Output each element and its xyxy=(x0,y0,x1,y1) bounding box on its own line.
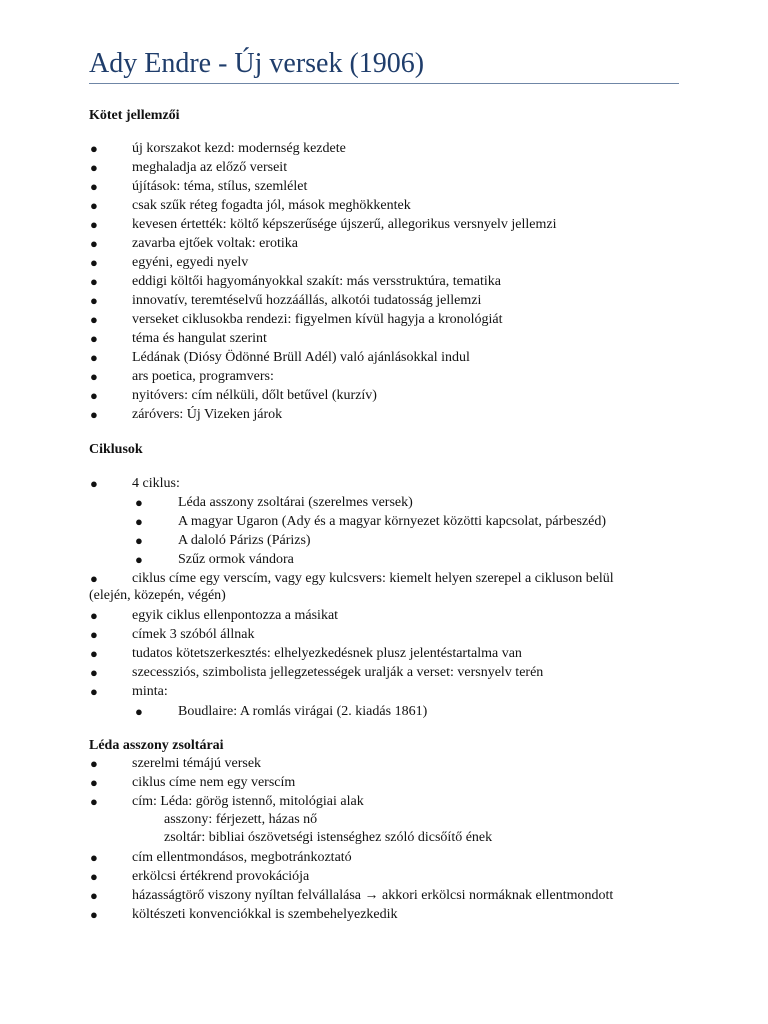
bullet-icon: ● xyxy=(90,274,98,289)
bullet-icon: ● xyxy=(90,627,98,642)
list-item: innovatív, teremtéselvű hozzáállás, alkotói tudatosság jellemzi xyxy=(132,293,482,308)
list-item: Lédának (Diósy Ödönné Brüll Adél) való ajánlásokkal indul xyxy=(132,350,470,365)
bullet-icon: ● xyxy=(90,907,98,922)
list-item: költészeti konvenciókkal is szembehelyezkedik xyxy=(132,907,398,922)
bullet-icon: ● xyxy=(135,533,143,548)
section-heading-ciklusok: Ciklusok xyxy=(89,442,143,457)
bullet-icon: ● xyxy=(90,794,98,809)
list-item: záróvers: Új Vizeken járok xyxy=(132,407,283,422)
list-item: ciklus címe nem egy verscím xyxy=(132,775,296,790)
sub-list-item: A magyar Ugaron (Ady és a magyar környezet közötti kapcsolat, párbeszéd) xyxy=(178,514,607,529)
sub-list-item: Boudlaire: A romlás virágai (2. kiadás 1861) xyxy=(178,704,428,719)
list-item: szerelmi témájú versek xyxy=(132,756,262,771)
bullet-icon: ● xyxy=(135,704,143,719)
bullet-icon: ● xyxy=(135,495,143,510)
section-heading-leda-asszony-zsoltarai: Léda asszony zsoltárai xyxy=(89,738,224,753)
bullet-icon: ● xyxy=(90,293,98,308)
list-item: címek 3 szóból állnak xyxy=(132,627,255,642)
list-item: téma és hangulat szerint xyxy=(132,331,267,346)
list-item: minta: xyxy=(132,684,168,699)
list-item: egyik ciklus ellenpontozza a másikat xyxy=(132,608,339,623)
bullet-icon: ● xyxy=(90,198,98,213)
list-item: meghaladja az előző verseit xyxy=(132,160,288,175)
bullet-icon: ● xyxy=(90,350,98,365)
sub-list-item: Léda asszony zsoltárai (szerelmes versek) xyxy=(178,495,413,510)
bullet-icon: ● xyxy=(90,217,98,232)
list-item: nyitóvers: cím nélküli, dőlt betűvel (kurzív) xyxy=(132,388,377,403)
list-item: eddigi költői hagyományokkal szakít: más versstruktúra, tematika xyxy=(132,274,501,289)
list-item: tudatos kötetszerkesztés: elhelyezkedésnek plusz jelentéstartalma van xyxy=(132,646,522,661)
bullet-icon: ● xyxy=(90,888,98,903)
bullet-icon: ● xyxy=(135,514,143,529)
sub-list-item: Szűz ormok vándora xyxy=(178,552,294,567)
bullet-icon: ● xyxy=(90,407,98,422)
list-item: ciklus címe egy verscím, vagy egy kulcsvers: kiemelt helyen szerepel a cikluson belül xyxy=(132,571,614,586)
bullet-icon: ● xyxy=(90,369,98,384)
sub-list-item: A daloló Párizs (Párizs) xyxy=(178,533,311,548)
section-heading-kotet-jellemzoi: Kötet jellemzői xyxy=(89,108,180,123)
list-item: 4 ciklus: xyxy=(132,476,180,491)
list-item: egyéni, egyedi nyelv xyxy=(132,255,249,270)
bullet-icon: ● xyxy=(90,869,98,884)
title-underline xyxy=(89,83,679,84)
list-item: új korszakot kezd: modernség kezdete xyxy=(132,141,346,156)
list-item: erkölcsi értékrend provokációja xyxy=(132,869,310,884)
list-item: házasságtörő viszony nyíltan felvállalása → akkori erkölcsi normáknak ellentmondott xyxy=(132,888,614,903)
bullet-icon: ● xyxy=(90,388,98,403)
bullet-icon: ● xyxy=(90,160,98,175)
list-item: szecessziós, szimbolista jellegzetességek uralják a verset: versnyelv terén xyxy=(132,665,544,680)
list-item: újítások: téma, stílus, szemlélet xyxy=(132,179,308,194)
indented-note: asszony: férjezett, házas nő xyxy=(164,812,318,827)
bullet-icon: ● xyxy=(135,552,143,567)
bullet-icon: ● xyxy=(90,756,98,771)
list-item: csak szűk réteg fogadta jól, mások meghökkentek xyxy=(132,198,411,213)
list-item: cím ellentmondásos, megbotránkoztató xyxy=(132,850,352,865)
bullet-icon: ● xyxy=(90,179,98,194)
list-item-continuation: (elején, közepén, végén) xyxy=(89,588,226,603)
bullet-icon: ● xyxy=(90,665,98,680)
bullet-icon: ● xyxy=(90,684,98,699)
list-item: verseket ciklusokba rendezi: figyelmen kívül hagyja a kronológiát xyxy=(132,312,503,327)
bullet-icon: ● xyxy=(90,608,98,623)
bullet-icon: ● xyxy=(90,476,98,491)
list-item: zavarba ejtőek voltak: erotika xyxy=(132,236,298,251)
bullet-icon: ● xyxy=(90,775,98,790)
bullet-icon: ● xyxy=(90,331,98,346)
list-item: kevesen értették: költő képszerűsége újszerű, allegorikus versnyelv jellemzi xyxy=(132,217,557,232)
list-item: cím: Léda: görög istennő, mitológiai alak xyxy=(132,794,364,809)
bullet-icon: ● xyxy=(90,571,98,586)
bullet-icon: ● xyxy=(90,141,98,156)
list-item: ars poetica, programvers: xyxy=(132,369,274,384)
bullet-icon: ● xyxy=(90,646,98,661)
bullet-icon: ● xyxy=(90,255,98,270)
page-title: Ady Endre - Új versek (1906) xyxy=(89,48,425,79)
bullet-icon: ● xyxy=(90,850,98,865)
bullet-icon: ● xyxy=(90,312,98,327)
indented-note: zsoltár: bibliai ószövetségi istenséghez szóló dicsőítő ének xyxy=(164,830,493,845)
bullet-icon: ● xyxy=(90,236,98,251)
